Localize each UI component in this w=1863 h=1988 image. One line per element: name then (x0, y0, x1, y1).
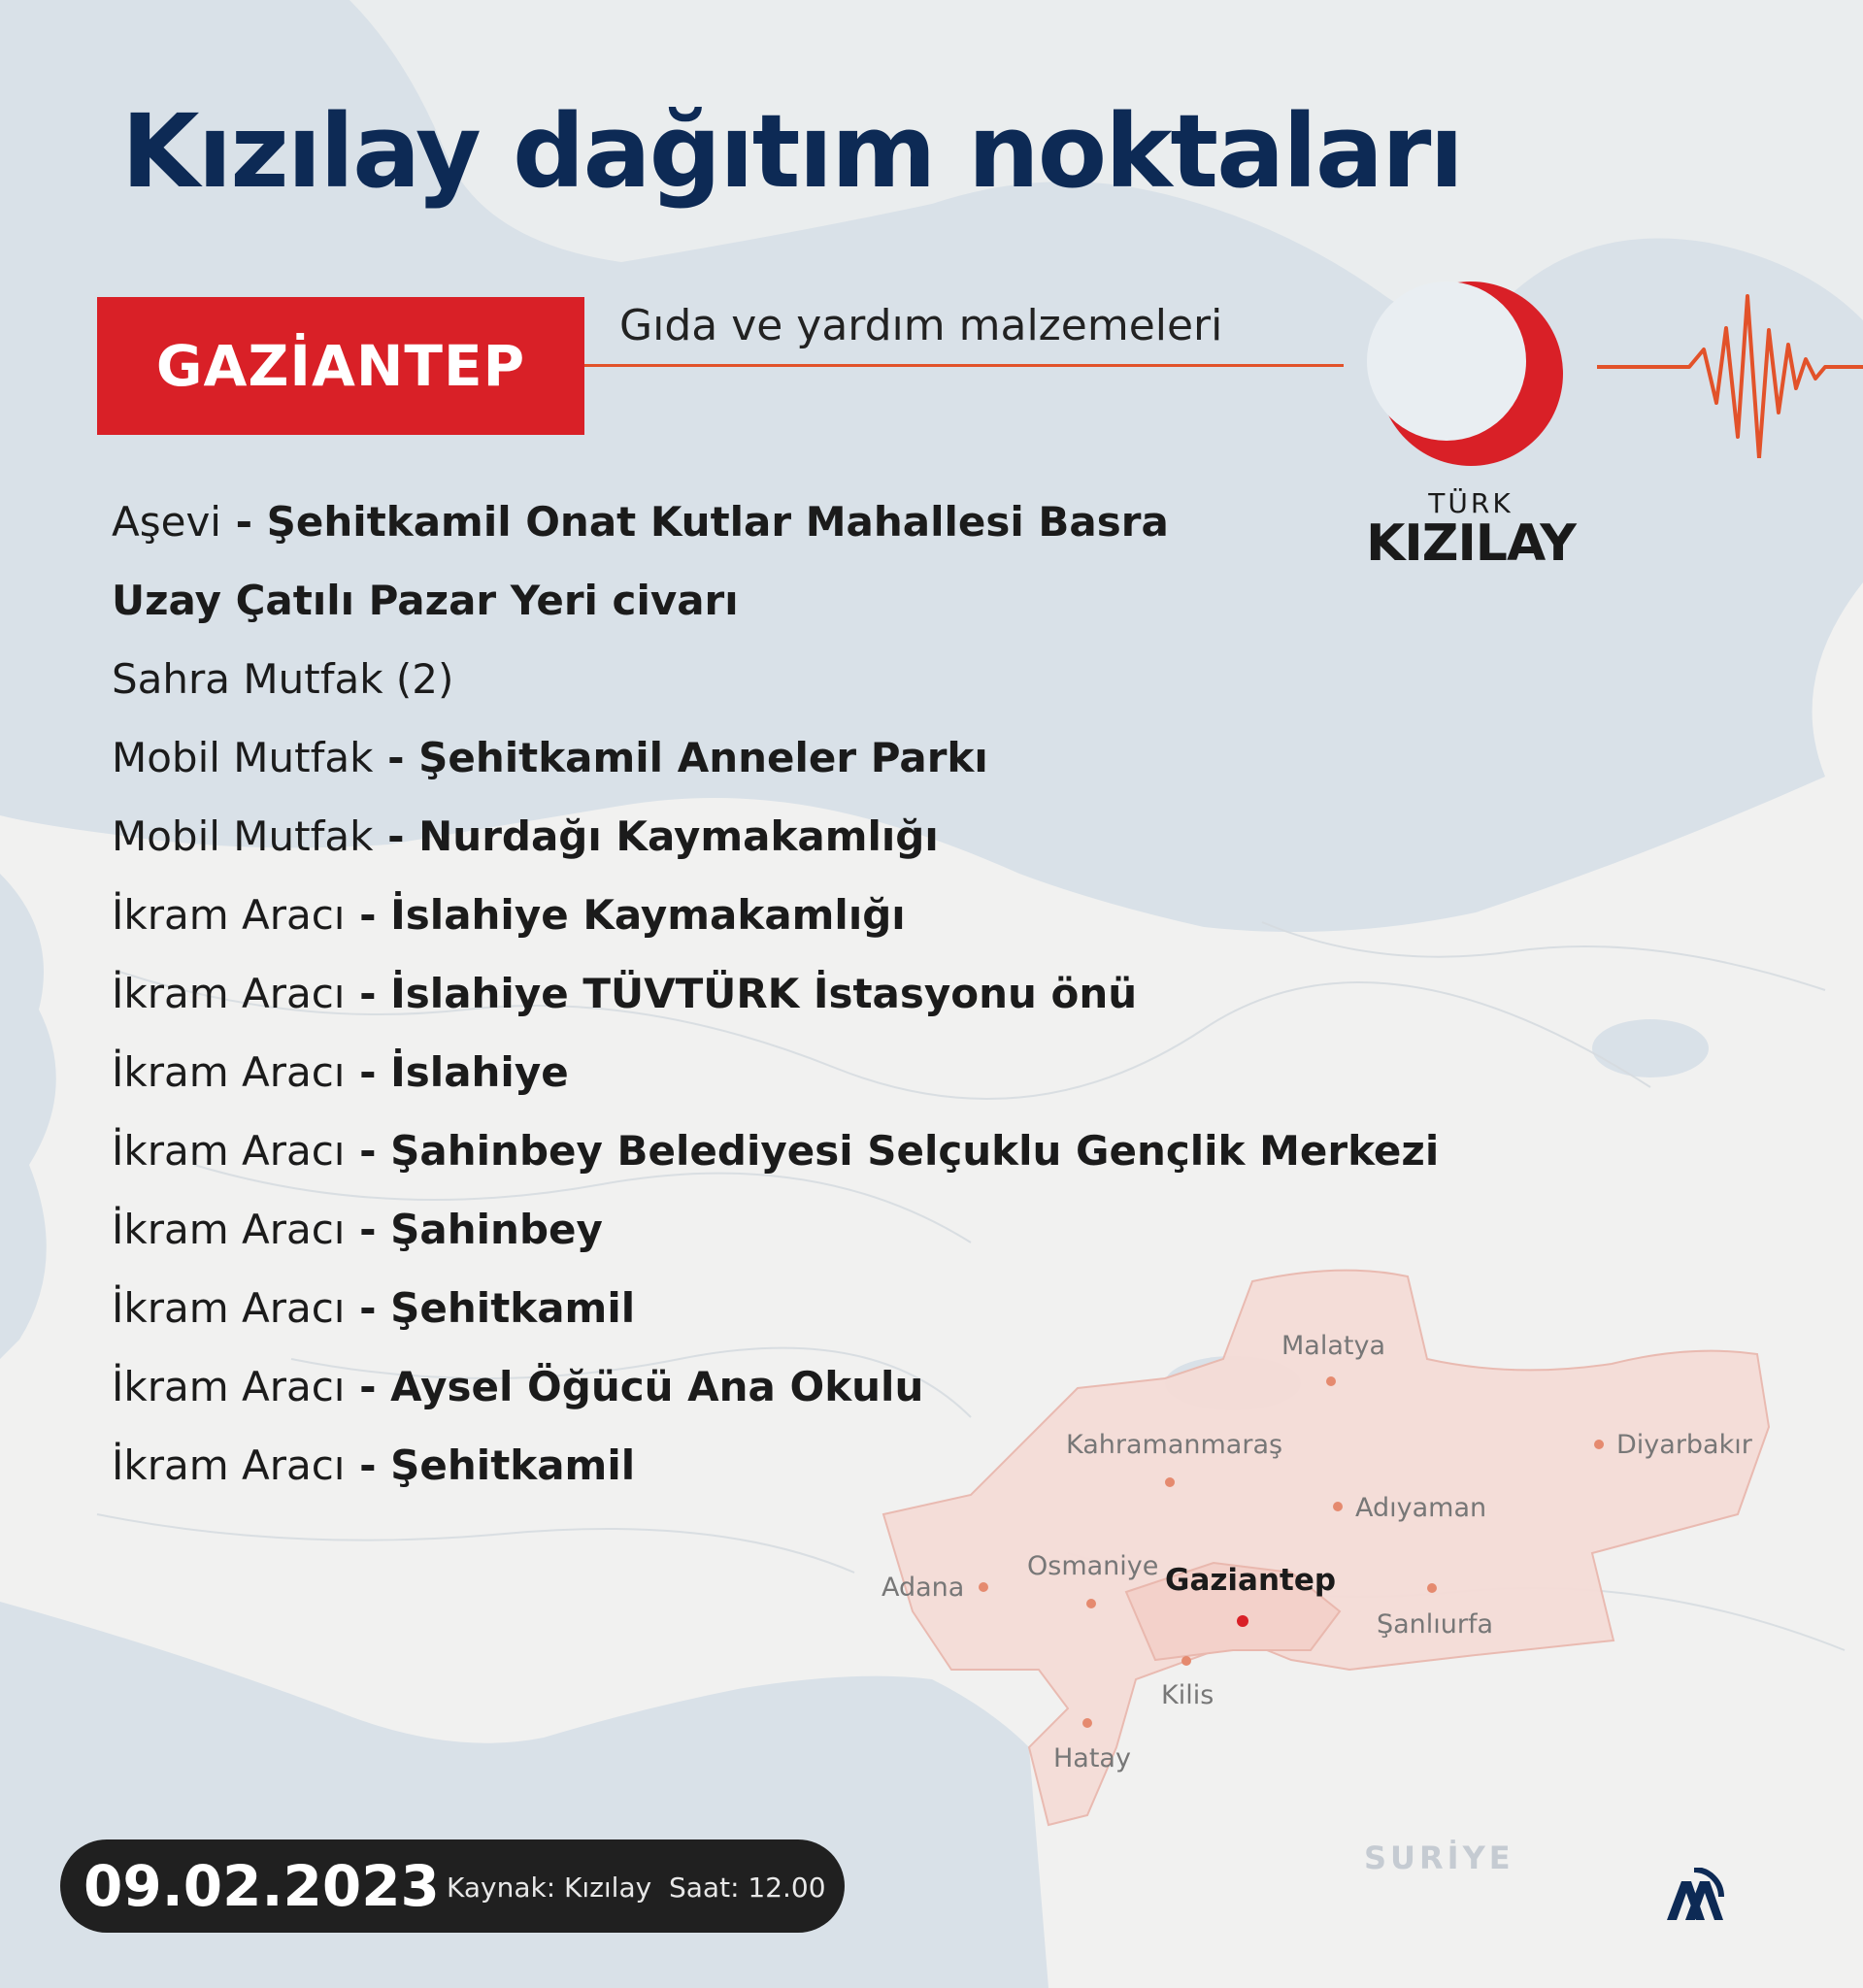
list-item (112, 1122, 1439, 1201)
separator: - (373, 812, 419, 860)
red-crescent-icon (1354, 272, 1587, 485)
source-text: Kaynak: Kızılay (447, 1872, 652, 1904)
city-label-diyarbakir: Diyarbakır (1616, 1430, 1752, 1460)
point-type: Mobil Mutfak (112, 734, 374, 781)
point-location: Şehitkamil Anneler Parkı (418, 734, 988, 781)
list-item (112, 965, 1439, 1044)
point-type: İkram Aracı (112, 1363, 346, 1410)
list-item (112, 1279, 1439, 1358)
point-location: İslahiye (390, 1048, 569, 1096)
logo-text-kizilay: KIZILAY (1366, 514, 1576, 573)
point-type: İkram Aracı (112, 1127, 346, 1175)
subtitle-rule (584, 364, 1344, 367)
city-dot-kilis (1181, 1656, 1191, 1666)
city-dot-hatay (1082, 1718, 1092, 1728)
separator: - (220, 498, 267, 546)
separator: - (345, 1441, 391, 1489)
list-item (112, 886, 1439, 965)
point-type: İkram Aracı (112, 891, 346, 939)
list-item (112, 1437, 1439, 1515)
list-item (112, 808, 1439, 886)
point-location: Şehitkamil (390, 1441, 636, 1489)
point-location: İslahiye TÜVTÜRK İstasyonu önü (390, 970, 1138, 1017)
city-label-hatay: Hatay (1053, 1743, 1131, 1773)
separator: - (345, 891, 391, 939)
point-location: Nurdağı Kaymakamlığı (418, 812, 939, 860)
city-label-adana: Adana (882, 1573, 965, 1603)
list-item (112, 1044, 1439, 1122)
point-type: İkram Aracı (112, 1048, 346, 1096)
lake (1592, 1019, 1709, 1077)
separator: - (345, 1048, 391, 1096)
city-dot-adana (979, 1582, 988, 1592)
point-type: Mobil Mutfak (112, 812, 374, 860)
city-label-kilis: Kilis (1161, 1680, 1214, 1710)
separator: - (345, 1363, 391, 1410)
logo-text-turk: TÜRK (1428, 487, 1514, 519)
city-label-osmaniye: Osmaniye (1027, 1551, 1159, 1581)
city-name: GAZİANTEP (155, 333, 526, 399)
point-location: Şehitkamil (390, 1284, 636, 1332)
seismograph-icon (1592, 291, 1863, 458)
point-type: İkram Aracı (112, 970, 346, 1017)
city-label-kahramanmaras: Kahramanmaraş (1066, 1430, 1283, 1460)
separator: - (345, 970, 391, 1017)
footer-date: 09.02.2023 (83, 1853, 440, 1919)
separator: - (345, 1206, 391, 1253)
anadolu-agency-logo-icon (1662, 1868, 1726, 1922)
point-location: Şahinbey Belediyesi Selçuklu Gençlik Merkezi (390, 1127, 1440, 1175)
distribution-points-list (112, 493, 1439, 1515)
city-dot-sanliurfa (1427, 1583, 1437, 1593)
list-item (112, 650, 1439, 729)
point-type: İkram Aracı (112, 1206, 346, 1253)
category-subtitle: Gıda ve yardım malzemeleri (619, 301, 1223, 350)
list-item (112, 493, 1439, 572)
city-label-gaziantep: Gaziantep (1165, 1563, 1337, 1598)
city-dot-osmaniye (1086, 1599, 1096, 1608)
separator: - (345, 1127, 391, 1175)
city-dot-diyarbakir (1594, 1440, 1604, 1449)
list-item (112, 572, 1439, 650)
point-location: Şahinbey (390, 1206, 603, 1253)
page-title: Kızılay dağıtım noktaları (121, 92, 1463, 211)
separator: - (373, 734, 419, 781)
list-item (112, 729, 1439, 808)
city-label-sanliurfa: Şanlıurfa (1377, 1609, 1494, 1640)
point-type: Sahra Mutfak (2) (112, 655, 454, 703)
footer-source (447, 1839, 826, 1933)
point-type: Aşevi (112, 498, 221, 546)
city-badge (97, 297, 584, 435)
list-item (112, 1358, 1439, 1437)
city-dot-gaziantep (1237, 1615, 1248, 1627)
point-type: İkram Aracı (112, 1284, 346, 1332)
time-text: Saat: 12.00 (669, 1872, 826, 1904)
footer-bar (60, 1839, 845, 1933)
point-type: İkram Aracı (112, 1441, 346, 1489)
point-location: Şehitkamil Onat Kutlar Mahallesi Basra (266, 498, 1169, 546)
separator: - (345, 1284, 391, 1332)
city-label-malatya: Malatya (1281, 1331, 1385, 1361)
country-label-syria: SURİYE (1364, 1839, 1514, 1876)
point-location: İslahiye Kaymakamlığı (390, 891, 906, 939)
point-location: Aysel Öğücü Ana Okulu (390, 1363, 924, 1410)
city-label-adiyaman: Adıyaman (1355, 1493, 1487, 1523)
list-item (112, 1201, 1439, 1279)
point-location: Uzay Çatılı Pazar Yeri civarı (112, 577, 739, 624)
